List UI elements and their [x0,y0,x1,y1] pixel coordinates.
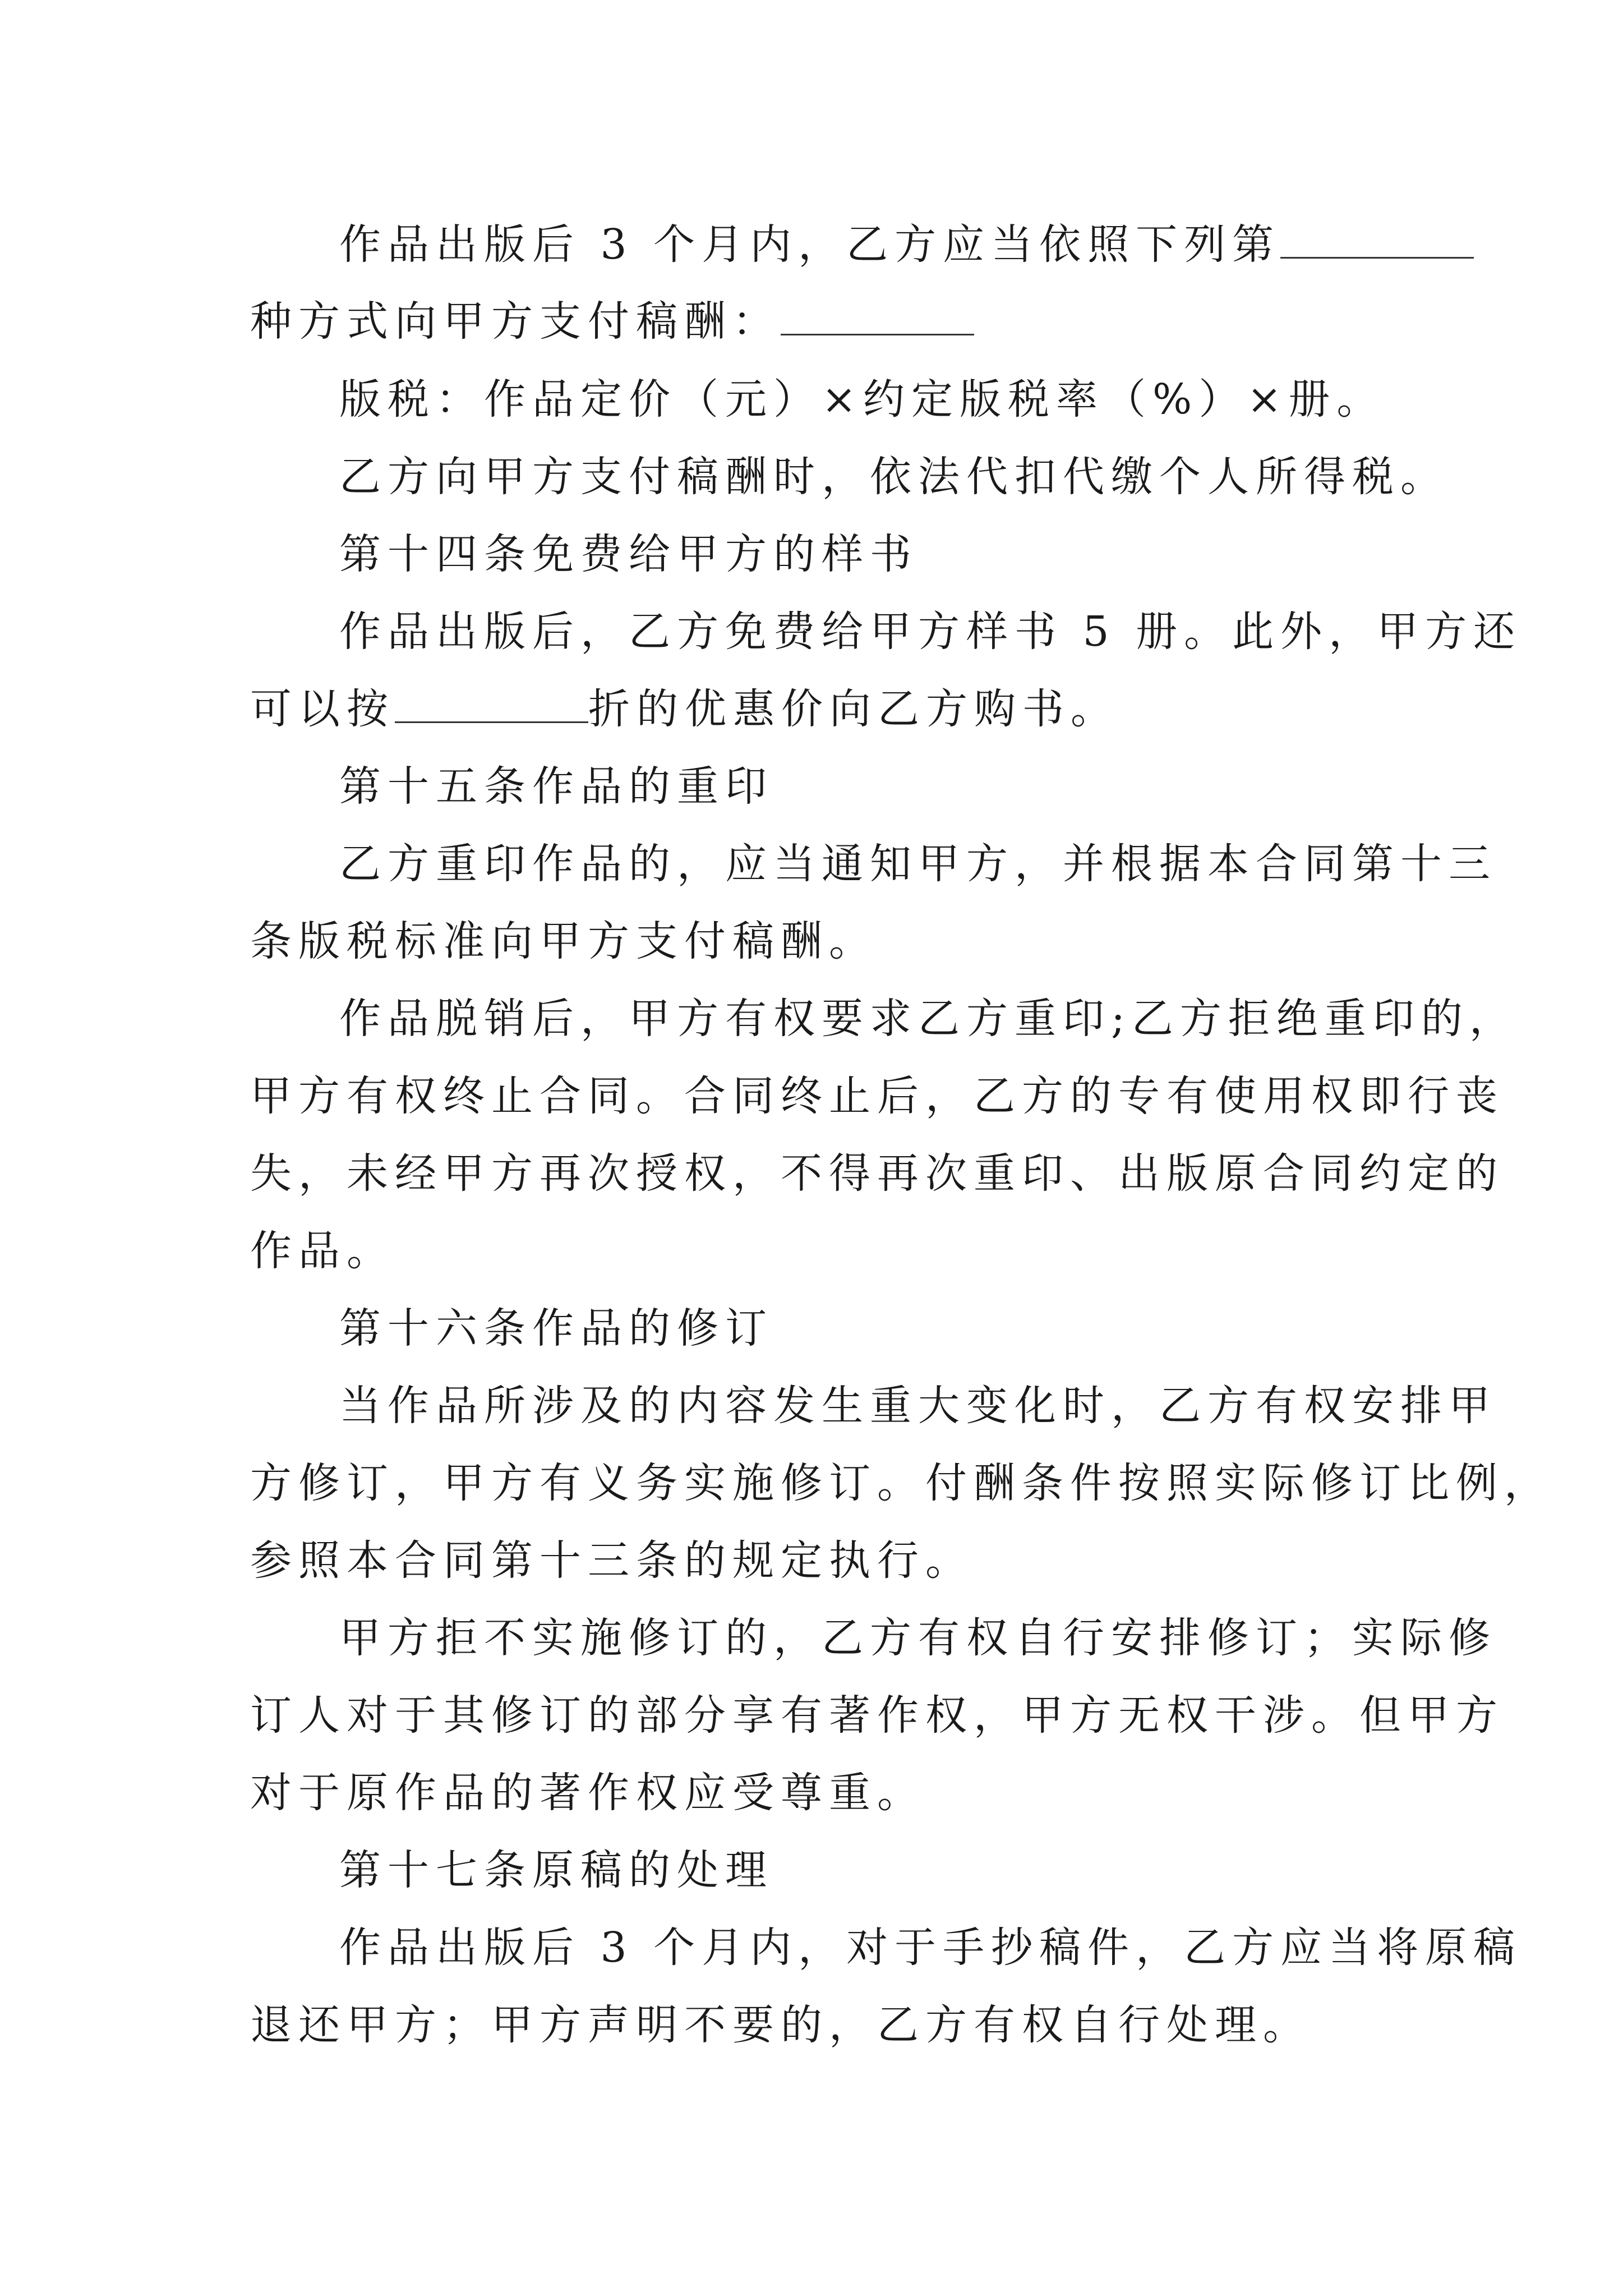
paragraph-line: 退还甲方；甲方声明不要的，乙方有权自行处理。 [250,2001,1311,2049]
paragraph-line: 对于原作品的著作权应受尊重。 [250,1769,925,1817]
section-heading: 第十五条作品的重印 [339,762,773,811]
section-heading: 第十六条作品的修订 [339,1304,773,1352]
paragraph-line: 方修订，甲方有义务实施修订。付酬条件按照实际修订比例， [250,1459,1552,1507]
paragraph-line: 作品脱销后，甲方有权要求乙方重印;乙方拒绝重印的， [339,995,1518,1043]
paragraph-line: 乙方向甲方支付稿酬时，依法代扣代缴个人所得税。 [339,453,1449,501]
fill-in-blank [1280,218,1474,259]
paragraph-line: 作品出版后 3 个月内，乙方应当依照下列第 [339,217,1474,273]
paragraph-line: 条版税标准向甲方支付稿酬。 [250,917,877,965]
paragraph-line: 乙方重印作品的，应当通知甲方，并根据本合同第十三 [339,840,1497,888]
paragraph-line: 甲方拒不实施修订的，乙方有权自行安排修订；实际修 [339,1614,1497,1662]
paragraph-line: 作品出版后，乙方免费给甲方样书 5 册。此外，甲方还 [339,608,1522,656]
paragraph-line: 版税：作品定价（元）×约定版税率（%）×册。 [339,375,1385,424]
section-heading: 第十七条原稿的处理 [339,1846,773,1894]
paragraph-line: 当作品所涉及的内容发生重大变化时，乙方有权安排甲 [339,1382,1497,1430]
paragraph-line: 参照本合同第十三条的规定执行。 [250,1536,974,1585]
paragraph-line: 种方式向甲方支付稿酬： [250,293,974,349]
fill-in-blank [395,682,588,723]
paragraph-line: 作品出版后 3 个月内，对于手抄稿件，乙方应当将原稿 [339,1924,1522,1972]
paragraph-line: 订人对于其修订的部分享有著作权，甲方无权干涉。但甲方 [250,1691,1504,1740]
paragraph-line: 作品。 [250,1227,395,1275]
section-heading: 第十四条免费给甲方的样书 [339,530,918,578]
paragraph-line: 甲方有权终止合同。合同终止后，乙方的专有使用权即行丧 [250,1072,1504,1120]
paragraph-line: 失，未经甲方再次授权，不得再次重印、出版原合同约定的 [250,1149,1504,1198]
paragraph-line: 可以按 折的优惠价向乙方购书。 [250,681,1119,737]
fill-in-blank [781,295,974,335]
